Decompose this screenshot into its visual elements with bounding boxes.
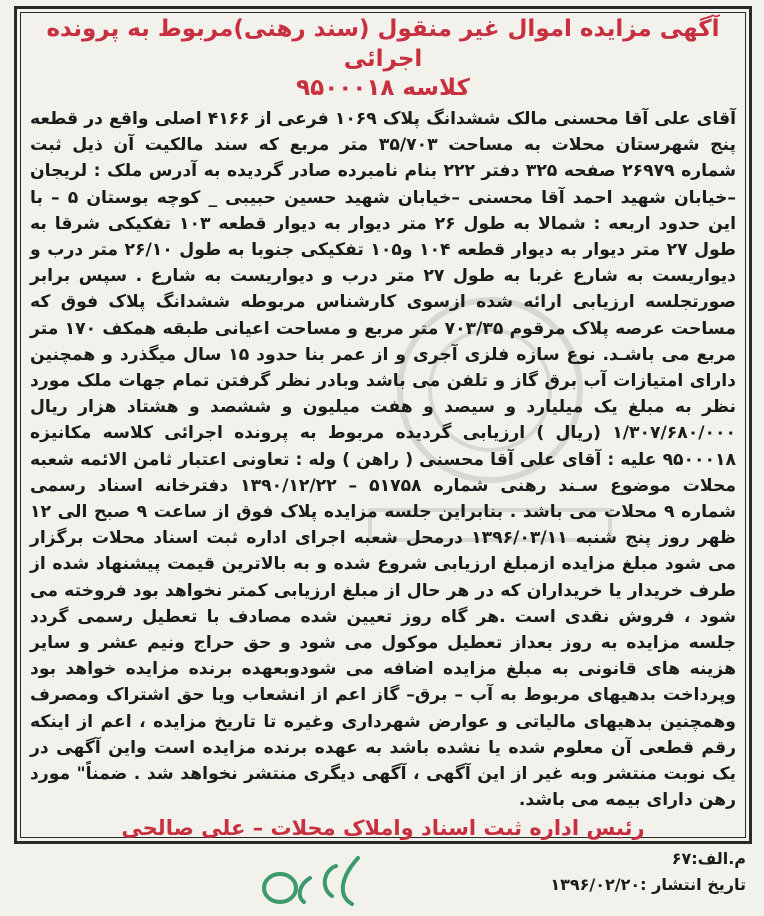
notice-body: آقای علی آقا محسنی مالک ششدانگ پلاک ۱۰۶۹ فرعی از ۴۱۶۶ اصلی واقع در قطعه پنج شهرستان محلات به مساحت ۳۵/۷۰۳ متر مربع که سند مالکیت آن ذیل ثبت شماره ۲۶۹۷۹ صفحه ۳۲۵ دفتر ۲۲۲ بنام نامبرده صادر گردیده به آدرس ملک : لریجان –خیابان شهید احمد آقا محسنی –خیابان شهید حسین حبیبی _ کوچه بوستان ۵ – با این حدود اربعه : شمالا به طول ۲۶ متر دیوار به دیوار قطعه ۱۰۳ تفکیکی شرقا به طول ۲۷ متر دیوار به دیوار قطعه ۱۰۴ و۱۰۵ تفکیکی جنوبا به طول ۲۶/۱۰ متر درب و دیواریست به شارع غربا به طول ۲۷ متر درب و دیواریست به شارع . سپس برابر صورتجلسه ارزیابی ارائه شده ازسوی کارشناس مربوطه ششدانگ پلاک فوق که مساحت عرصه پلاک مرقوم ۷۰۳/۳۵ متر مربع و مساحت اعیانی طبقه همکف ۱۷۰ متر مربع می باشـد. نوع سازه فلزی آجری و از عمر بنا حدود ۱۵ سال میگذرد و همچنین دارای امتیازات آب برق گاز و تلفن می باشد وبادر نظر گرفتن تمام جهات ملک مورد نظر به مبلغ یک میلیارد و سیصد و هفت میلیون و ششصد و هشتاد هزار ریال ۱/۳۰۷/۶۸۰/۰۰۰ (ریال ) ارزیابی گردیده مربوط به پرونده اجرائی کلاسه مکانیزه ۹۵۰۰۰۱۸ علیه : آقای علی آقا محسنی ( راهن ) وله : تعاونی اعتبار ثامن الائمه شعبه محلات موضوع سـند رهنی شماره ۵۱۷۵۸ – ۱۳۹۰/۱۲/۲۲ دفترخانه اسناد رسمی شماره ۹ محلات می باشد . بنابراین جلسه مزایده پلاک فوق از ساعت ۹ صبح الی ۱۲ ظهر روز پنج شنبه ۱۳۹۶/۰۳/۱۱ درمحل شعبه اجرای اداره ثبت اسناد محلات برگزار می شود مبلغ مزایده ازمبلغ ارزیابی شروع شده و به بالاترین قیمت پیشنهاد شده از طرف خریدار یا خریداران که در هر حال از مبلغ ارزیابی کمتر نخواهد بود فروخته می شود ، فروش نقدی است .هر گاه روز تعیین شده مصادف با تعطیل رسمی گردد جلسه مزایده به روز بعداز تعطیل موکول می شود و حق حراج ونیم عشر و سایر هزینه های قانونی به مبلغ مزایده اضافه می شودوبعهده برنده مزایده خواهد بود وپرداخت بدهیهای مربوط به آب – برق– گاز اعم از انشعاب ویا حق اشتراک ومصرف وهمچنین بدهیهای مالیاتی و عوارض شهرداری وغیره تا تاریخ مزایده ، اعم از اینکه رقم قطعی آن معلوم شده یا نشده باشد به عهده برنده مزایده است واین آگهی در یک نوبت منتشر وبه غیر از این آگهی ، آگهی دیگری منتشر نخواهد شد . ضمناً" مورد رهن دارای بیمه می باشد. xyxy=(30,109,737,811)
notice-code: م.الف:۶۷ xyxy=(671,849,746,868)
publish-date: تاریخ انتشار :۱۳۹۶/۰۲/۲۰ xyxy=(550,875,746,894)
notice-title: آگهی مزایده اموال غیر منقول (سند رهنی)مربوط به پرونده اجرائی xyxy=(46,16,720,72)
notice-case-number: کلاسه ۹۵۰۰۰۱۸ xyxy=(296,75,470,101)
notice-signature: رئیس اداره ثبت اسناد واملاک محلات – علی صالحی xyxy=(121,816,645,840)
notice-content xyxy=(30,14,736,813)
handwritten-note-icon xyxy=(240,848,380,912)
